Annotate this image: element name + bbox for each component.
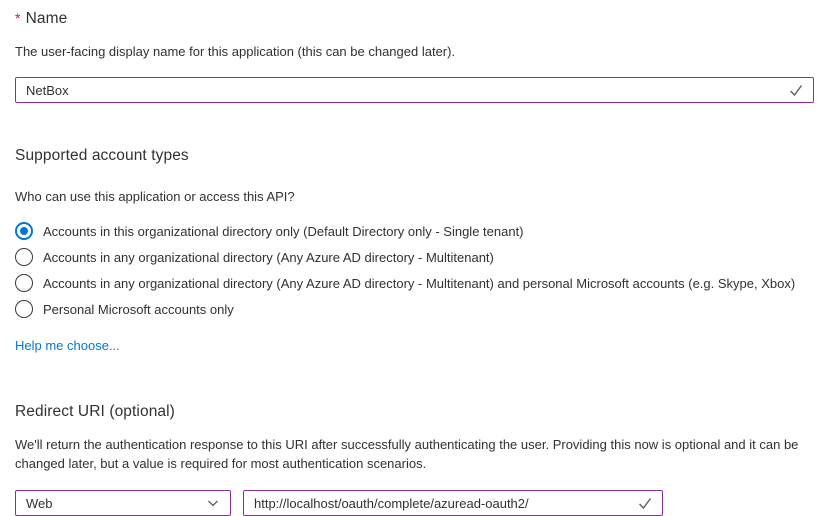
account-types-title: Supported account types [15,147,189,164]
account-types-question: Who can use this application or access this API? [15,189,295,204]
radio-button-icon[interactable] [15,248,33,266]
account-type-radio-3[interactable] [15,296,814,322]
platform-select-value: Web [26,495,53,511]
name-section-title [15,10,814,28]
account-type-radio-2[interactable] [15,270,814,296]
radio-label: Accounts in this organizational directory only (Default Directory only - Single tenant) [43,223,524,239]
radio-button-icon[interactable] [15,274,33,292]
platform-select[interactable] [15,490,231,516]
redirect-uri-title: Redirect URI (optional) [15,403,175,420]
name-title-text: Name [25,10,68,27]
radio-label: Personal Microsoft accounts only [43,301,234,317]
required-asterisk: * [15,10,21,26]
radio-label: Accounts in any organizational directory (Any Azure AD directory - Multitenant) and personal Microsoft accounts (e.g. Skype, Xbox) [43,275,796,291]
redirect-uri-row [15,490,814,516]
radio-button-icon[interactable] [15,300,33,318]
account-type-radio-0[interactable] [15,218,814,244]
radio-button-icon[interactable] [15,222,33,240]
name-field-wrapper [15,77,814,103]
account-type-radio-1[interactable] [15,244,814,270]
chevron-down-icon [204,496,222,510]
checkmark-icon [636,495,654,511]
redirect-uri-description: We'll return the authentication response to this URI after successfully authenticating the user. Providing this now is optional and it can be changed later, but a value is required for most authentication scenarios. [15,437,799,471]
help-me-choose-link[interactable]: Help me choose... [15,338,120,353]
redirect-uri-input[interactable] [244,491,636,515]
name-input[interactable] [16,78,787,102]
account-types-radio-group [15,218,814,322]
uri-field-wrapper [243,490,663,516]
radio-label: Accounts in any organizational directory (Any Azure AD directory - Multitenant) [43,249,494,265]
name-description: The user-facing display name for this application (this can be changed later). [15,44,456,59]
checkmark-icon [787,82,805,98]
